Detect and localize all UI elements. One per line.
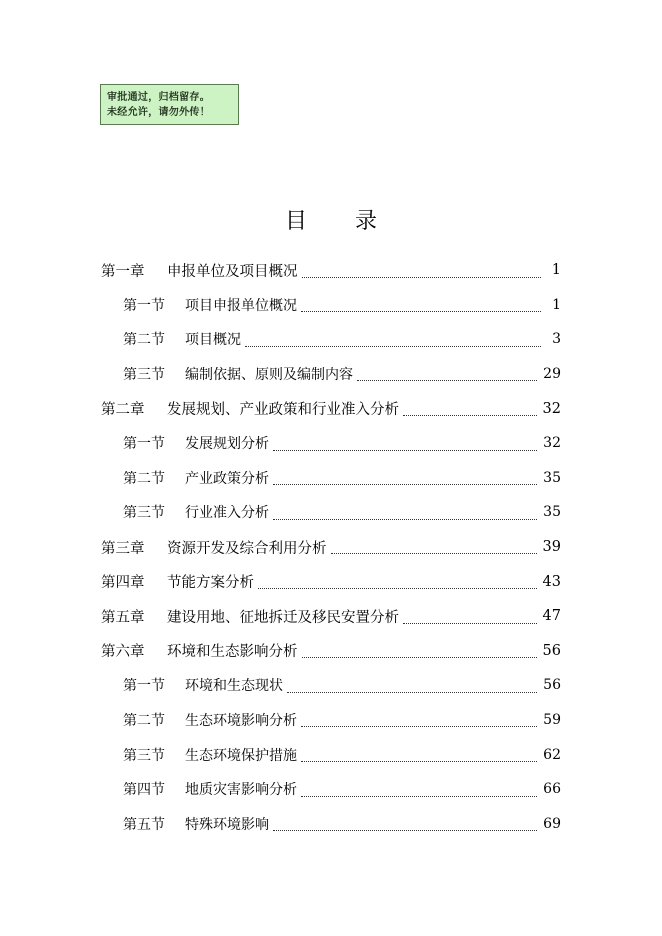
toc-entry-page: 39 (542, 539, 561, 556)
toc-leader-dots (273, 449, 537, 451)
toc-entry-number: 第一节 (123, 436, 165, 453)
toc-entry[interactable] (101, 391, 561, 426)
stamp-line-2: 未经允许，请勿外传！ (107, 107, 210, 118)
toc-entry-number: 第二章 (101, 402, 145, 419)
toc-leader-dots (301, 310, 541, 312)
toc-entry-number: 第三节 (123, 505, 165, 522)
toc-entry-page: 69 (543, 815, 561, 832)
toc-leader-dots (301, 795, 537, 797)
toc-leader-dots (302, 276, 542, 278)
toc-entry-page: 43 (542, 573, 561, 590)
toc-entry-title: 发展规划、产业政策和行业准入分析 (167, 402, 399, 419)
toc-entry-title: 资源开发及综合利用分析 (167, 540, 327, 557)
toc-entry[interactable] (101, 807, 561, 842)
toc-leader-dots (357, 379, 537, 381)
toc-entry[interactable] (101, 530, 561, 565)
table-of-contents (101, 253, 561, 841)
toc-entry-number: 第一章 (101, 263, 145, 280)
toc-entry-page: 35 (543, 469, 561, 486)
toc-entry[interactable] (101, 703, 561, 738)
toc-entry-number: 第五节 (123, 816, 165, 833)
toc-entry[interactable] (101, 564, 561, 599)
toc-entry-title: 编制依据、原则及编制内容 (185, 367, 353, 384)
toc-entry[interactable] (101, 322, 561, 357)
toc-entry-page: 1 (551, 262, 561, 279)
toc-entry-page: 56 (543, 677, 561, 694)
toc-entry-title: 生态环境保护措施 (185, 747, 297, 764)
toc-entry-page: 3 (552, 331, 561, 348)
toc-leader-dots (302, 656, 537, 658)
toc-entry-page: 66 (543, 781, 561, 798)
toc-entry-title: 生态环境影响分析 (185, 713, 297, 730)
stamp-line-1: 审批通过，归档留存。 (107, 92, 210, 103)
toc-entry[interactable] (101, 253, 561, 288)
toc-leader-dots (245, 345, 541, 347)
toc-entry-number: 第五章 (101, 609, 145, 626)
toc-entry-page: 59 (543, 712, 561, 729)
toc-entry-number: 第一节 (123, 678, 165, 695)
toc-leader-dots (273, 829, 537, 831)
toc-entry-page: 56 (542, 642, 561, 659)
toc-entry[interactable] (101, 599, 561, 634)
toc-leader-dots (331, 552, 537, 554)
toc-entry-title: 项目申报单位概况 (185, 297, 297, 314)
toc-entry-number: 第四章 (101, 575, 145, 592)
toc-entry-number: 第二节 (123, 470, 165, 487)
toc-entry-number: 第三章 (101, 540, 145, 557)
toc-entry-number: 第二节 (123, 332, 165, 349)
toc-entry-number: 第一节 (123, 297, 165, 314)
toc-entry[interactable] (101, 737, 561, 772)
toc-entry[interactable] (101, 772, 561, 807)
toc-leader-dots (403, 414, 537, 416)
toc-leader-dots (258, 587, 537, 589)
toc-entry[interactable] (101, 426, 561, 461)
toc-entry-title: 发展规划分析 (185, 436, 269, 453)
toc-entry-number: 第三节 (123, 367, 165, 384)
toc-entry-title: 节能方案分析 (167, 575, 254, 592)
toc-entry-number: 第六章 (101, 644, 145, 661)
toc-entry-page: 1 (552, 296, 561, 313)
toc-title: 目录 (284, 209, 425, 234)
toc-entry-title: 地质灾害影响分析 (185, 782, 297, 799)
toc-entry[interactable] (101, 461, 561, 496)
toc-entry-title: 环境和生态现状 (185, 678, 283, 695)
toc-entry[interactable] (101, 495, 561, 530)
toc-entry-page: 29 (543, 366, 561, 383)
toc-entry-page: 32 (543, 435, 561, 452)
toc-entry[interactable] (101, 634, 561, 669)
toc-entry[interactable] (101, 357, 561, 392)
toc-entry-page: 32 (542, 400, 561, 417)
toc-leader-dots (301, 725, 537, 727)
toc-entry-page: 47 (542, 608, 561, 625)
toc-entry-title: 项目概况 (185, 332, 241, 349)
toc-leader-dots (301, 760, 537, 762)
toc-entry-title: 环境和生态影响分析 (167, 644, 298, 661)
toc-leader-dots (273, 518, 537, 520)
toc-entry-title: 建设用地、征地拆迁及移民安置分析 (167, 609, 399, 626)
toc-entry-number: 第二节 (123, 713, 165, 730)
toc-entry-title: 申报单位及项目概况 (167, 263, 298, 280)
toc-entry-page: 62 (543, 746, 561, 763)
toc-leader-dots (287, 691, 537, 693)
toc-leader-dots (273, 483, 537, 485)
toc-entry-title: 特殊环境影响 (185, 816, 269, 833)
toc-leader-dots (403, 622, 537, 624)
toc-entry-title: 行业准入分析 (185, 505, 269, 522)
toc-entry[interactable] (101, 668, 561, 703)
toc-entry[interactable] (101, 288, 561, 323)
toc-entry-page: 35 (543, 504, 561, 521)
toc-entry-number: 第四节 (123, 782, 165, 799)
toc-entry-number: 第三节 (123, 747, 165, 764)
toc-entry-title: 产业政策分析 (185, 470, 269, 487)
approval-stamp (100, 84, 239, 125)
